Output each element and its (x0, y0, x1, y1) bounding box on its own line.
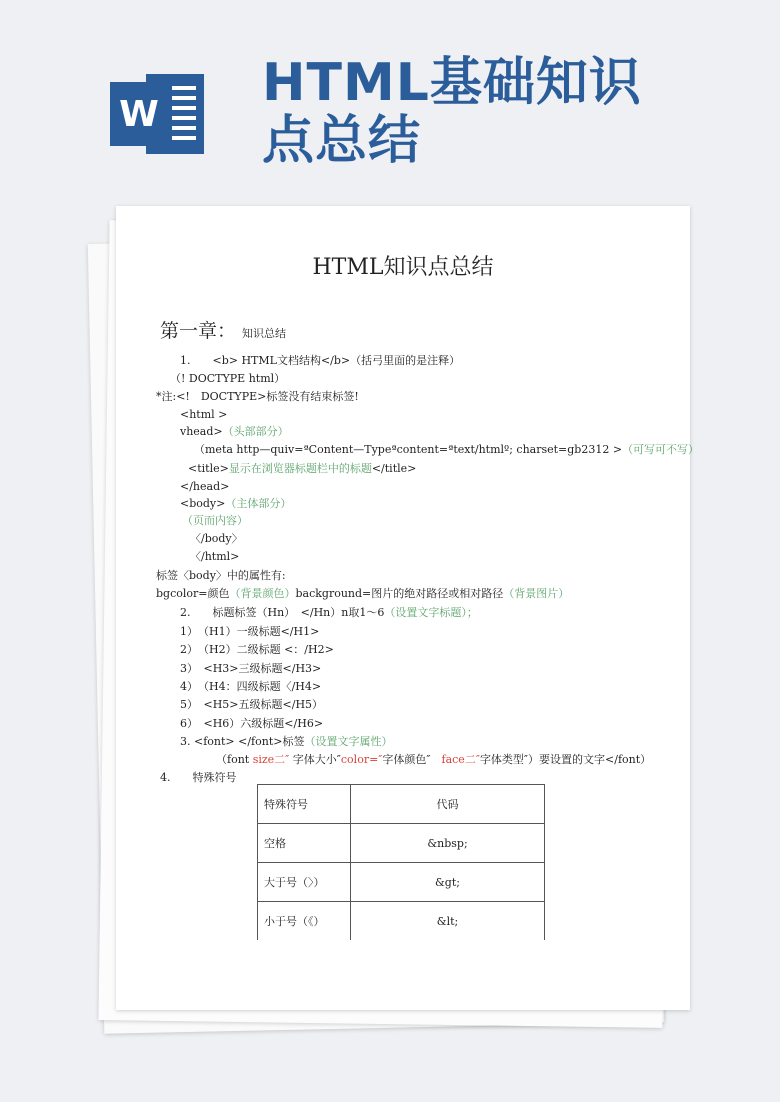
table-cell: 代码 (351, 785, 545, 824)
comment-text: （头部部分） (222, 425, 289, 438)
table-cell: 大于号（〉） (258, 863, 351, 902)
attr-text: color=″ (340, 753, 383, 766)
text-line: 4. 特殊符号 (160, 771, 237, 784)
text-line: （! DOCTYPE html） (170, 372, 286, 385)
code-text: vhead> (180, 425, 223, 438)
table-row (258, 902, 545, 941)
code-text: </title> (371, 462, 417, 475)
text-line: 标签〈body〉中的属性有: (156, 569, 286, 582)
code-text: bgcolor=颜色 (156, 587, 230, 600)
text-line: <html > (180, 408, 228, 421)
document-page (116, 206, 700, 1010)
page-title: HTML基础知识点总结 (262, 53, 642, 171)
text-line: 〈/body〉 (190, 532, 243, 545)
code-text: 3. <font> </font>标签 (180, 735, 305, 748)
svg-text:W: W (119, 94, 159, 135)
table-cell: 特殊符号 (258, 785, 351, 824)
list-item: 5） <H5>五级标题</H5） (180, 698, 324, 711)
text-line: </head> (180, 480, 230, 493)
document-title: HTML知识点总结 (312, 255, 494, 280)
code-text: background=图片的绝对路径或相对路径 (295, 587, 504, 600)
comment-text: （设置文字属性） (304, 735, 393, 748)
code-text: <title> (188, 462, 229, 475)
code-text: 字体大小″ (289, 753, 341, 766)
chapter-subtitle: 知识总结 (242, 327, 287, 340)
comment-text: （主体部分） (225, 497, 292, 510)
text-line (156, 587, 569, 601)
word-logo-icon (108, 68, 208, 160)
comment-text: （设置文字标题）； (384, 606, 478, 619)
text-line (180, 735, 392, 749)
list-item: 4） （H4：四级标题〈/H4> (180, 680, 322, 693)
comment-text: （可写可不写） (622, 443, 700, 456)
text-line (180, 425, 289, 439)
attr-text: size二″ (252, 753, 290, 766)
comment-text: 显示在浏览器标题栏中的标题 (228, 462, 372, 475)
special-symbols-table (257, 784, 545, 940)
code-text: 字体颜色″ (382, 753, 442, 766)
attr-text: face二″ (441, 753, 480, 766)
chapter-label: 第一章： (160, 320, 237, 342)
table-row (258, 824, 545, 863)
text-line: *注:<! DOCTYPE>标签没有结束标签! (156, 390, 359, 403)
table-cell: 小于号（《） (258, 902, 351, 941)
text-line: 1. <b> HTML文档结构</b>（括弓里面的是注释） (180, 354, 461, 367)
code-text: 字体类型″）要设置的文字</font） (479, 753, 652, 766)
comment-text: （背景颜色） (229, 587, 296, 600)
comment-text: （页而内容） (182, 514, 248, 527)
table-cell: &nbsp; (351, 824, 545, 863)
table-cell: 空格 (258, 824, 351, 863)
table-cell: &lt; (351, 902, 545, 941)
comment-text: （背景图片） (503, 587, 570, 600)
text-line (180, 497, 291, 511)
text-line (180, 606, 478, 620)
text-line (194, 443, 699, 457)
code-text: 2. 标题标签（Hn） </Hn）n取1〜6 (180, 606, 385, 619)
text-line: 〈/html> (190, 550, 240, 563)
list-item: 3） <H3>三级标题</H3> (180, 662, 322, 675)
chapter-heading (160, 316, 286, 343)
table-row (258, 863, 545, 902)
text-line (188, 462, 416, 476)
list-item: 6） <H6）六级标题</H6> (180, 717, 324, 730)
table-row (258, 785, 545, 824)
text-line (216, 753, 651, 767)
code-text: <body> (180, 497, 226, 510)
table-cell: &gt; (351, 863, 545, 902)
code-text: （font (216, 753, 253, 766)
list-item: 2） （H2）二级标题 <：/H2> (180, 643, 334, 656)
list-item: 1） （H1）一级标题</H1> (180, 625, 320, 638)
code-text: （meta http—quiv=ªContent—Typeªcontent=ªtext/htmlº; charset=gb2312 > (194, 443, 623, 456)
